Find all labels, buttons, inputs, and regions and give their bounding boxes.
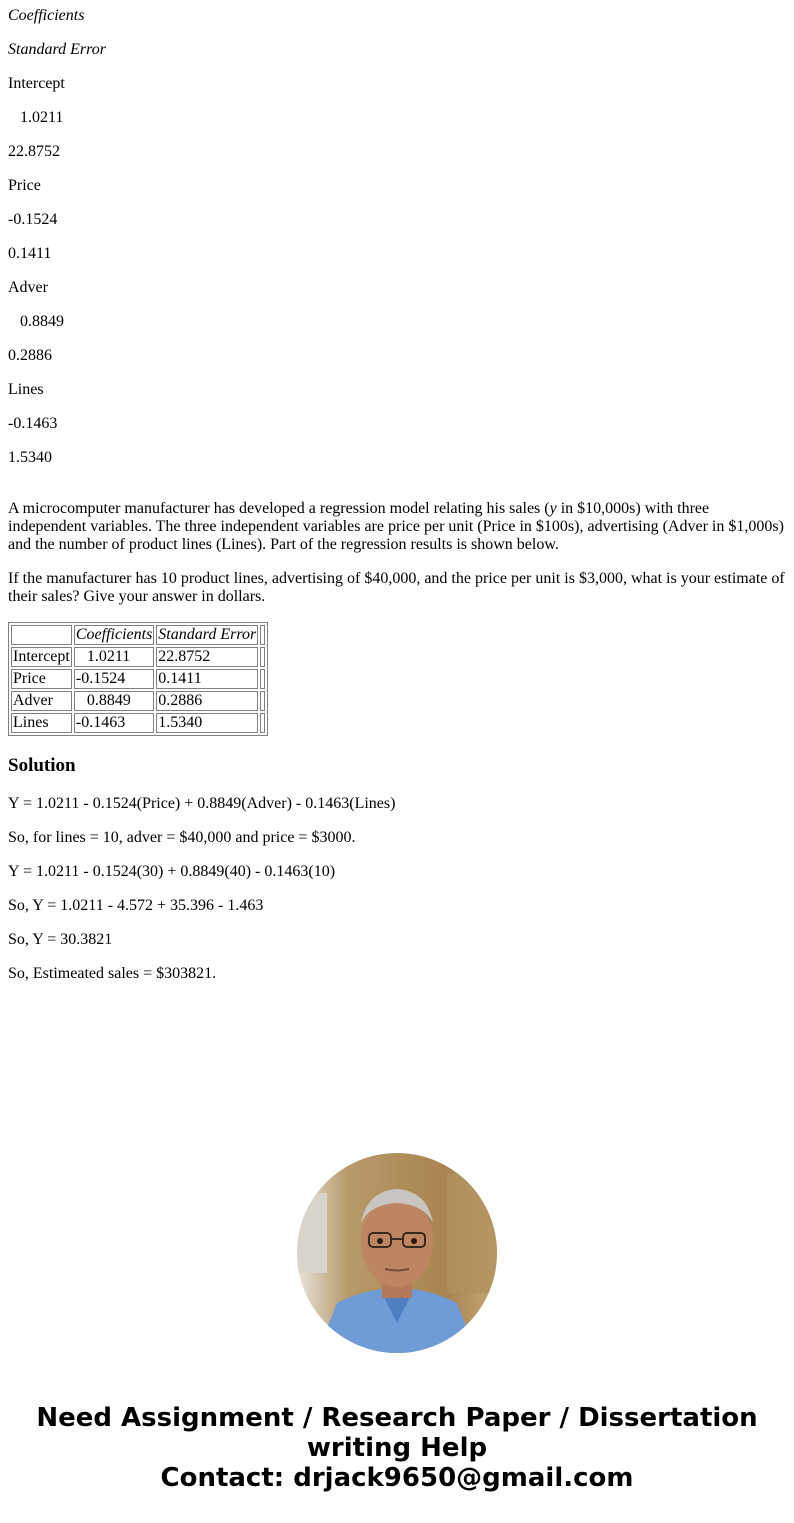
list-value: 0.2886	[8, 347, 52, 364]
question-text: in $10,000s) with three independent variables. The three independent variables are price per unit (Price in $100s), advertising (Adver in $1,000s) and the number of product lines (Lines). Part of the regression results is shown below.	[8, 500, 784, 553]
avatar-portrait-image	[297, 1153, 497, 1353]
table-row	[11, 713, 265, 733]
solution-line: Y = 1.0211 - 0.1524(30) + 0.8849(40) - 0.1463(10)	[8, 863, 336, 880]
solution-line: Y = 1.0211 - 0.1524(Price) + 0.8849(Adver) - 0.1463(Lines)	[8, 795, 396, 812]
table-empty-cell	[260, 669, 265, 689]
table-cell: 1.0211	[74, 647, 154, 667]
author-avatar	[297, 1153, 497, 1353]
list-heading-coefficients: Coefficients	[8, 7, 85, 24]
list-value: -0.1524	[8, 211, 58, 228]
table-row	[11, 691, 265, 711]
table-row	[11, 647, 265, 667]
table-header-cell: Standard Error	[158, 626, 257, 643]
footer-contact: Contact: drjack9650@gmail.com	[160, 1463, 634, 1493]
list-value: 22.8752	[8, 143, 60, 160]
footer-line: Need Assignment / Research Paper / Dissertation	[36, 1403, 758, 1433]
list-value: 1.0211	[20, 109, 64, 126]
table-empty-cell	[260, 691, 265, 711]
list-heading-standard-error: Standard Error	[8, 41, 106, 58]
list-value: 0.8849	[20, 313, 64, 330]
solution-line: So, Estimeated sales = $303821.	[8, 965, 217, 982]
solution-line: So, for lines = 10, adver = $40,000 and price = $3000.	[8, 829, 356, 846]
question-text: A microcomputer manufacturer has developed a regression model relating his sales (	[8, 500, 550, 517]
question-prompt: If the manufacturer has 10 product lines, advertising of $40,000, and the price per unit is $3,000, what is your estimate of their sales? Give your answer in dollars.	[8, 570, 785, 605]
list-value: 0.1411	[8, 245, 52, 262]
table-empty-cell	[260, 713, 265, 733]
solution-body	[8, 795, 786, 983]
table-header-cell	[11, 625, 72, 645]
table-cell: -0.1524	[74, 669, 154, 689]
list-label-adver: Adver	[8, 279, 48, 296]
table-cell: -0.1463	[74, 713, 154, 733]
list-label-price: Price	[8, 177, 41, 194]
list-value: 1.5340	[8, 449, 52, 466]
table-cell: 0.1411	[156, 669, 258, 689]
solution-line: So, Y = 1.0211 - 4.572 + 35.396 - 1.463	[8, 897, 264, 914]
coefficient-list	[8, 7, 786, 467]
table-row	[11, 669, 265, 689]
list-value: -0.1463	[8, 415, 58, 432]
table-header-row	[11, 625, 265, 645]
table-empty-cell	[260, 647, 265, 667]
table-empty-cell	[260, 625, 265, 645]
table-cell: Intercept	[13, 648, 70, 665]
table-cell: Price	[11, 669, 72, 689]
table-header-cell: Coefficients	[75, 626, 153, 643]
table-cell: Lines	[11, 713, 72, 733]
question-variable: y	[549, 500, 557, 517]
table-cell: 0.2886	[156, 691, 258, 711]
solution-line: So, Y = 30.3821	[8, 931, 113, 948]
question-paragraph	[8, 500, 786, 554]
regression-table	[8, 622, 268, 736]
list-label-intercept: Intercept	[8, 75, 65, 92]
footer-banner	[0, 1403, 794, 1493]
footer-line: writing Help	[306, 1433, 488, 1463]
table-cell: 0.8849	[74, 691, 154, 711]
table-cell: Adver	[11, 691, 72, 711]
table-cell: 22.8752	[156, 647, 258, 667]
list-label-lines: Lines	[8, 381, 44, 398]
solution-heading: Solution	[8, 755, 76, 776]
table-cell: 1.5340	[156, 713, 258, 733]
